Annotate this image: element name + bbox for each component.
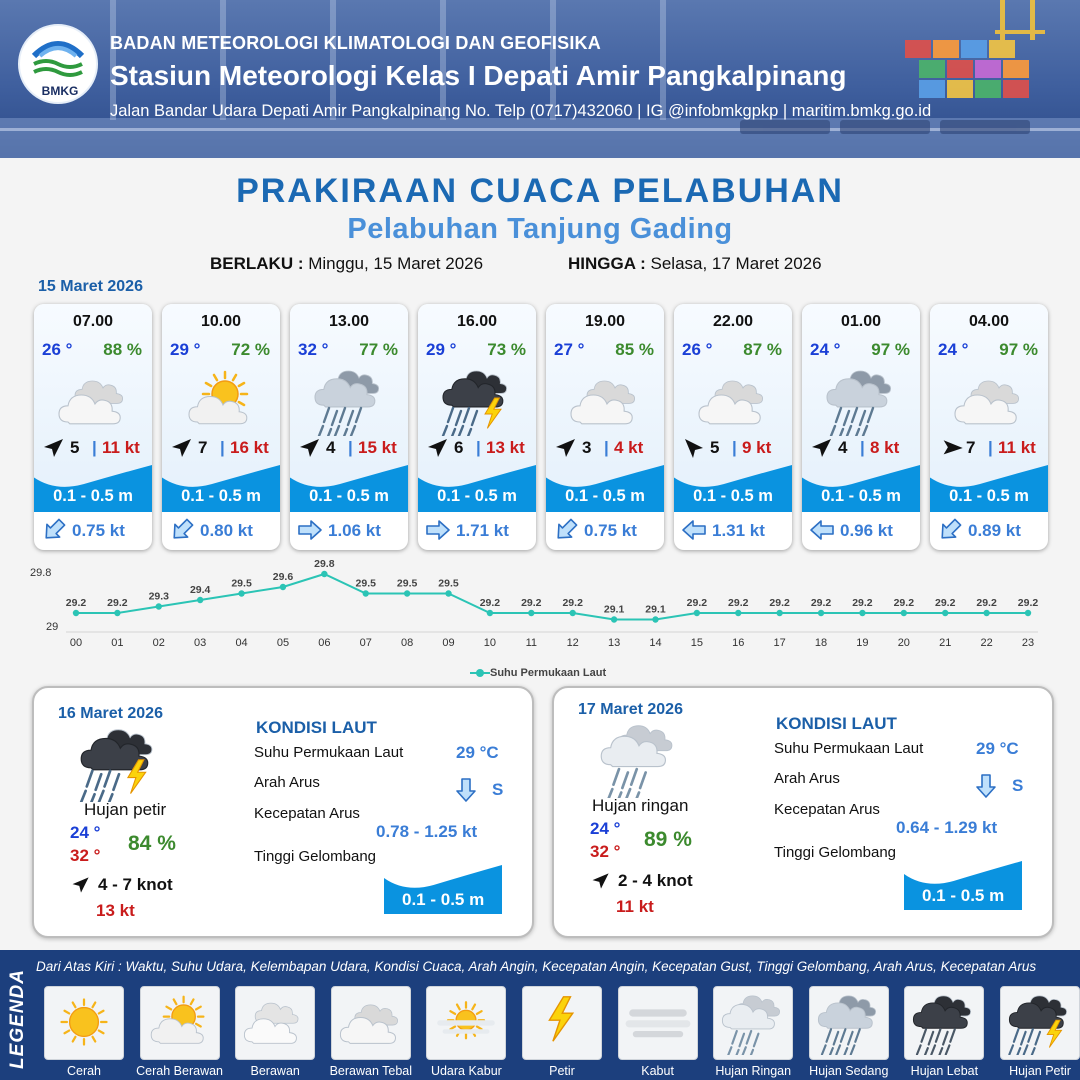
sst-data-point	[1025, 610, 1031, 616]
current-speed-label: Kecepatan Arus	[774, 801, 880, 818]
wind-speed: 3	[582, 438, 592, 457]
air-temperature: 26 °	[42, 340, 73, 359]
air-temperature: 32 °	[298, 340, 329, 359]
separator: |	[860, 438, 865, 457]
x-tick-label: 10	[483, 637, 497, 649]
sst-data-label: 29.5	[396, 577, 418, 590]
wind-speed: 4	[326, 438, 336, 457]
sst-data-point	[776, 610, 782, 616]
wind-direction-northeast-icon	[70, 874, 92, 896]
berawan-tebal-icon	[53, 364, 133, 436]
current-direction-value: S	[492, 780, 504, 799]
sea-condition-title: KONDISI LAUT	[256, 718, 377, 737]
current-direction-southwest-icon	[936, 518, 964, 542]
current-speed: 1.31 kt	[712, 521, 765, 540]
wave-height: 0.1 - 0.5 m	[693, 487, 773, 505]
max-temperature: 32 °	[590, 842, 621, 861]
cerah-icon	[48, 989, 120, 1055]
wind-speed: 4	[838, 438, 848, 457]
sst-data-label: 29.2	[934, 597, 956, 609]
sst-data-label: 29.2	[107, 597, 128, 609]
wind-direction-northeast-icon	[425, 435, 451, 461]
separator: |	[476, 438, 481, 457]
sst-data-label: 29.2	[65, 597, 87, 609]
sst-data-point	[197, 597, 203, 603]
air-temperature: 24 °	[810, 340, 841, 359]
legend-title	[4, 962, 32, 1077]
current-speed: 0.80 kt	[200, 521, 253, 540]
humidity: 84 %	[128, 832, 176, 855]
legend-title-text: LEGENDA	[7, 969, 28, 1069]
gust-speed: 11 kt	[616, 897, 654, 916]
y-tick-label: 29.8	[30, 567, 52, 579]
sst-data-point	[942, 610, 948, 616]
hourly-card	[34, 304, 152, 550]
sst-value: 29 °C	[976, 739, 1019, 758]
station-address: Jalan Bandar Udara Depati Amir Pangkalpinang No. Telp (0717)432060 | IG @infobmkgpkp | maritim.bmkg.go.id	[110, 102, 932, 120]
legend-item-label: Udara Kabur	[430, 1064, 502, 1078]
legend-item-label: Cerah Berawan	[136, 1064, 224, 1078]
wind-speed: 5	[70, 438, 80, 457]
humidity: 97 %	[871, 340, 910, 359]
sst-data-point	[156, 603, 162, 609]
current-speed: 0.89 kt	[968, 521, 1021, 540]
valid-from	[210, 254, 483, 274]
wind-range: 4 - 7 knot	[98, 875, 173, 894]
cerah-berawan-icon	[144, 989, 216, 1055]
min-temperature: 24 °	[590, 819, 621, 838]
current-speed-label: Kecepatan Arus	[254, 805, 360, 822]
gust-speed: 15 kt	[358, 438, 397, 457]
x-tick-label: 09	[442, 637, 455, 649]
wind-speed: 7	[966, 438, 976, 457]
humidity: 73 %	[487, 340, 526, 359]
sst-data-label: 29.2	[810, 597, 832, 609]
wave-height: 0.1 - 0.5 m	[949, 487, 1029, 505]
humidity: 88 %	[103, 340, 142, 359]
wave-height: 0.1 - 0.5 m	[821, 487, 901, 505]
sst-data-label: 29.2	[893, 597, 915, 609]
x-tick-label: 16	[732, 637, 745, 649]
x-tick-label: 13	[607, 637, 621, 649]
sst-data-label: 29.5	[438, 577, 459, 590]
bmkg-logo	[18, 24, 98, 104]
humidity: 85 %	[615, 340, 654, 359]
header-banner	[0, 0, 1080, 158]
forecast-time: 07.00	[72, 313, 114, 330]
x-tick-label: 23	[1021, 637, 1035, 649]
wind-range: 2 - 4 knot	[618, 871, 693, 890]
wind-speed: 7	[198, 438, 208, 457]
gust-speed: 13 kt	[486, 438, 525, 457]
wind-direction-northeast-icon	[41, 435, 67, 461]
sst-data-label: 29.2	[769, 597, 790, 609]
wave-height-value: 0.1 - 0.5 m	[922, 886, 1005, 905]
sst-data-point	[73, 610, 79, 616]
x-tick-label: 12	[566, 637, 579, 649]
hourly-card	[290, 304, 408, 550]
current-direction-value: S	[1012, 776, 1024, 795]
max-temperature: 32 °	[70, 846, 101, 865]
hujan-lebat-icon	[908, 989, 980, 1055]
hujan-petir-icon	[1004, 989, 1076, 1055]
wave-height: 0.1 - 0.5 m	[181, 487, 261, 505]
legend-item-label: Berawan Tebal	[329, 1064, 413, 1078]
x-tick-label: 06	[318, 637, 331, 649]
wind-direction-northeast-icon	[297, 435, 323, 461]
wave-height-label: Tinggi Gelombang	[774, 844, 897, 861]
x-tick-label: 00	[69, 637, 83, 649]
udara-kabur-icon	[430, 989, 502, 1055]
sst-data-label: 29.2	[976, 597, 997, 609]
gust-speed: 4 kt	[614, 438, 644, 457]
sst-data-label: 29.2	[479, 597, 501, 609]
hourly-card	[930, 304, 1048, 550]
wind-speed: 6	[454, 438, 464, 457]
sea-condition-title: KONDISI LAUT	[776, 714, 897, 733]
sst-data-point	[859, 610, 865, 616]
hujan-ringan-icon	[594, 718, 684, 798]
current-speed: 0.75 kt	[72, 521, 125, 540]
current-direction-label: Arah Arus	[774, 770, 840, 787]
page-title: PRAKIRAAN CUACA PELABUHAN	[236, 172, 844, 210]
legend-description: Dari Atas Kiri : Waktu, Suhu Udara, Kelembapan Udara, Kondisi Cuaca, Arah Angin, Kecepatan Angin, Kecepatan Gust, Tinggi Gelombang, Arah Arus, Kecepatan Arus	[36, 959, 1037, 974]
separator: |	[732, 438, 737, 457]
separator: |	[988, 438, 993, 457]
air-temperature: 29 °	[170, 340, 201, 359]
valid-from-label: BERLAKU :	[210, 254, 304, 273]
sst-data-point	[321, 571, 327, 577]
forecast-time: 04.00	[968, 313, 1010, 330]
separator: |	[348, 438, 353, 457]
daily-panel	[552, 686, 1054, 938]
hourly-card	[802, 304, 920, 550]
gust-speed: 11 kt	[998, 438, 1036, 457]
sst-data-label: 29.2	[562, 597, 583, 609]
current-speed: 1.71 kt	[456, 521, 509, 540]
current-direction-east-icon	[424, 518, 452, 542]
wave-height: 0.1 - 0.5 m	[437, 487, 517, 505]
sst-data-point	[694, 610, 700, 616]
sst-data-point	[487, 610, 493, 616]
x-tick-label: 05	[276, 637, 290, 649]
x-tick-label: 21	[939, 637, 952, 649]
sst-data-label: 29.2	[728, 597, 749, 609]
y-tick-label: 29	[46, 621, 59, 633]
gust-speed: 8 kt	[870, 438, 900, 457]
current-speed: 0.75 kt	[584, 521, 637, 540]
legend-item-label: Hujan Lebat	[910, 1064, 979, 1078]
daily-date: 17 Maret 2026	[578, 701, 683, 718]
current-direction-label: Arah Arus	[254, 774, 320, 791]
hujan-petir-icon	[74, 722, 164, 802]
wave-height: 0.1 - 0.5 m	[309, 487, 389, 505]
sst-value: 29 °C	[456, 743, 499, 762]
petir-icon	[526, 989, 598, 1055]
humidity: 72 %	[231, 340, 270, 359]
sst-data-point	[983, 610, 989, 616]
berawan-tebal-icon	[565, 364, 645, 436]
air-temperature: 24 °	[938, 340, 969, 359]
hujan-petir-icon	[437, 364, 517, 436]
legend-item-label: Hujan Sedang	[809, 1064, 889, 1078]
wave-height: 0.1 - 0.5 m	[53, 487, 133, 505]
today-date: 15 Maret 2026	[38, 278, 143, 295]
sst-data-label: 29.1	[645, 603, 666, 616]
current-direction-east-icon	[296, 518, 324, 542]
current-direction-south-icon	[452, 776, 480, 804]
legend-item-label: Petir	[549, 1064, 575, 1078]
x-tick-label: 03	[194, 637, 207, 649]
sst-chart	[30, 560, 1060, 680]
x-tick-label: 08	[401, 637, 414, 649]
forecast-time: 16.00	[456, 313, 498, 330]
separator: |	[604, 438, 609, 457]
current-speed-value: 0.64 - 1.29 kt	[896, 818, 998, 837]
sst-data-point	[238, 590, 244, 596]
current-speed: 0.96 kt	[840, 521, 893, 540]
sst-data-point	[445, 590, 451, 596]
x-tick-label: 20	[897, 637, 910, 649]
sst-data-label: 29.3	[148, 590, 170, 603]
berawan-tebal-icon	[949, 364, 1029, 436]
sst-data-label: 29.1	[603, 603, 625, 616]
sst-data-point	[528, 610, 534, 616]
x-tick-label: 07	[359, 637, 372, 649]
separator: |	[220, 438, 225, 457]
x-tick-label: 17	[773, 637, 786, 649]
hourly-card	[674, 304, 792, 550]
sst-data-point	[280, 584, 286, 590]
sst-data-point	[569, 610, 575, 616]
wind-direction-northeast-icon	[169, 435, 195, 461]
x-tick-label: 15	[690, 637, 703, 649]
hourly-card	[162, 304, 280, 550]
sst-data-label: 29.2	[686, 597, 708, 609]
berawan-tebal-icon	[693, 364, 773, 436]
forecast-time: 01.00	[840, 313, 882, 330]
wind-direction-east-icon	[937, 435, 963, 461]
gust-speed: 11 kt	[102, 438, 140, 457]
x-tick-label: 01	[111, 637, 124, 649]
sst-data-point	[818, 610, 824, 616]
sst-data-point	[114, 610, 120, 616]
current-direction-west-icon	[680, 518, 708, 542]
wind-direction-northeast-icon	[553, 435, 579, 461]
x-tick-label: 02	[152, 637, 165, 649]
chart-legend	[470, 667, 606, 679]
berawan-icon	[239, 989, 311, 1055]
hourly-card	[546, 304, 664, 550]
valid-to	[568, 254, 822, 274]
wind-direction-northeast-icon	[590, 870, 612, 892]
sst-data-label: 29.5	[355, 577, 376, 590]
air-temperature: 27 °	[554, 340, 585, 359]
sst-series-line	[76, 574, 1028, 620]
sst-data-point	[901, 610, 907, 616]
sst-data-label: 29.2	[521, 597, 542, 609]
humidity: 87 %	[743, 340, 782, 359]
air-temperature: 26 °	[682, 340, 713, 359]
x-tick-label: 14	[649, 637, 662, 649]
weather-condition: Hujan ringan	[592, 796, 689, 815]
wave-height: 0.1 - 0.5 m	[565, 487, 645, 505]
humidity: 97 %	[999, 340, 1038, 359]
sst-data-point	[363, 590, 369, 596]
weather-condition: Hujan petir	[84, 800, 167, 819]
gust-speed: 13 kt	[96, 901, 135, 920]
current-direction-southwest-icon	[40, 518, 68, 542]
legend-item-label: Hujan Ringan	[715, 1064, 792, 1078]
sst-data-label: 29.4	[189, 584, 211, 596]
min-temperature: 24 °	[70, 823, 101, 842]
wind-direction-northwest-icon	[681, 435, 707, 461]
cerah-berawan-icon	[181, 364, 261, 436]
x-tick-label: 22	[980, 637, 993, 649]
hourly-card	[418, 304, 536, 550]
legend-marker	[476, 669, 484, 677]
sst-data-label: 29.2	[1017, 597, 1039, 609]
legend-item-label: Hujan Petir	[1009, 1064, 1071, 1078]
wind-direction-northeast-icon	[809, 435, 835, 461]
hujan-sedang-icon	[821, 364, 901, 436]
wave-height-value: 0.1 - 0.5 m	[402, 890, 485, 909]
logo-text: BMKG	[41, 84, 79, 98]
daily-panel	[32, 686, 534, 938]
x-tick-label: 18	[814, 637, 828, 649]
current-speed-value: 0.78 - 1.25 kt	[376, 822, 478, 841]
gust-speed: 16 kt	[230, 438, 269, 457]
daily-date: 16 Maret 2026	[58, 705, 163, 722]
legend-item-label: Cerah	[66, 1064, 102, 1078]
wave-height-label: Tinggi Gelombang	[254, 848, 377, 865]
sst-data-point	[611, 616, 617, 622]
x-tick-label: 19	[856, 637, 869, 649]
sst-data-label: 29.2	[852, 597, 873, 609]
legend-series-name: Suhu Permukaan Laut	[490, 667, 607, 679]
sst-data-label: 29.8	[314, 560, 335, 570]
sst-label: Suhu Permukaan Laut	[254, 744, 404, 761]
current-direction-west-icon	[808, 518, 836, 542]
station-name: Stasiun Meteorologi Kelas I Depati Amir Pangkalpinang	[110, 60, 847, 91]
current-direction-southwest-icon	[552, 518, 580, 542]
current-direction-south-icon	[972, 772, 1000, 800]
wind-speed: 5	[710, 438, 720, 457]
agency-name: BADAN METEOROLOGI KLIMATOLOGI DAN GEOFISIKA	[110, 33, 601, 53]
air-temperature: 29 °	[426, 340, 457, 359]
forecast-time: 13.00	[328, 313, 370, 330]
sst-data-label: 29.5	[231, 577, 252, 590]
forecast-time: 22.00	[712, 313, 754, 330]
hujan-ringan-icon	[717, 989, 789, 1055]
humidity: 77 %	[359, 340, 398, 359]
forecast-time: 10.00	[200, 313, 242, 330]
kabut-icon	[622, 989, 694, 1055]
gust-speed: 9 kt	[742, 438, 772, 457]
legend-item-label: Kabut	[641, 1064, 674, 1078]
x-tick-label: 04	[235, 637, 248, 649]
valid-from-value: Minggu, 15 Maret 2026	[308, 254, 484, 273]
berawan-tebal-icon	[335, 989, 407, 1055]
current-speed: 1.06 kt	[328, 521, 381, 540]
humidity: 89 %	[644, 828, 692, 851]
sst-data-label: 29.6	[272, 571, 294, 583]
sst-label: Suhu Permukaan Laut	[774, 740, 924, 757]
sst-data-point	[404, 590, 410, 596]
sst-data-point	[652, 616, 658, 622]
current-direction-southwest-icon	[168, 518, 196, 542]
valid-to-value: Selasa, 17 Maret 2026	[650, 254, 822, 273]
port-name: Pelabuhan Tanjung Gading	[347, 213, 733, 245]
legend-item-label: Berawan	[250, 1064, 300, 1078]
hujan-sedang-icon	[309, 364, 389, 436]
valid-to-label: HINGGA :	[568, 254, 646, 273]
sst-data-point	[735, 610, 741, 616]
x-tick-label: 11	[525, 637, 538, 649]
forecast-time: 19.00	[584, 313, 626, 330]
separator: |	[92, 438, 97, 457]
hujan-sedang-icon	[813, 989, 885, 1055]
